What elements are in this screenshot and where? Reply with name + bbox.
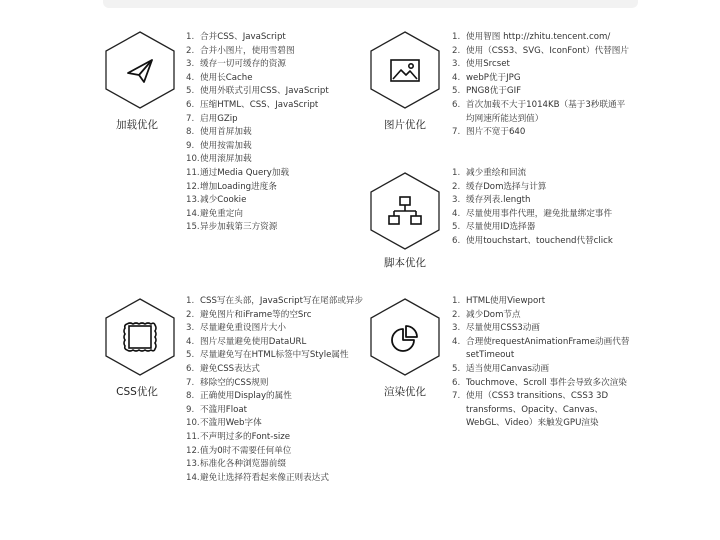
list-item-text: 移除空的CSS规则 [200, 377, 269, 388]
list-item-text: 首次加载不大于1014KB（基于3秒联通平均网速所能达到值） [466, 99, 626, 124]
list-item [186, 85, 361, 99]
list-item [186, 472, 366, 486]
list-item-text: 不声明过多的Font-size [200, 431, 291, 442]
list-item [186, 377, 366, 391]
list-item-number: 1. [452, 32, 461, 42]
list-item [452, 309, 632, 323]
list-item-number: 6. [452, 235, 461, 246]
load-list [186, 31, 361, 235]
list-item-number: 12. [186, 445, 200, 456]
list-item [186, 221, 361, 235]
list-item-text: 避免CSS表达式 [200, 363, 260, 374]
list-item-text: 适当使用Canvas动画 [466, 363, 550, 374]
list-item [452, 126, 632, 140]
list-item [186, 126, 361, 140]
render-title: 渲染优化 [384, 386, 426, 398]
list-item-text: 使用长Cache [200, 72, 253, 83]
list-item [452, 377, 632, 391]
list-item-number: 3. [452, 59, 461, 70]
list-item [452, 235, 632, 249]
image-hexagon [369, 30, 441, 110]
list-item-text: 图片尽量避免使用DataURL [200, 336, 307, 347]
list-item [186, 153, 361, 167]
list-item-number: 1. [186, 296, 195, 306]
list-item [186, 72, 361, 86]
list-item-number: 4. [186, 336, 195, 347]
load-hexagon [104, 30, 176, 110]
list-item [186, 309, 366, 323]
list-item [186, 194, 361, 208]
sitemap-icon [389, 197, 421, 224]
list-item-number: 1. [186, 32, 195, 42]
list-item [186, 140, 361, 154]
list-item-number: 11. [186, 431, 200, 442]
list-item-number: 5. [452, 222, 461, 233]
list-item-number: 6. [186, 363, 195, 374]
list-item [186, 349, 366, 363]
list-item-text: 异步加载第三方资源 [200, 222, 278, 233]
list-item-number: 13. [186, 195, 200, 206]
list-item-number: 9. [186, 404, 195, 415]
list-item [452, 58, 632, 72]
list-item-number: 5. [186, 350, 195, 361]
list-item-number: 7. [452, 391, 461, 402]
list-item [186, 99, 361, 113]
list-item-number: 2. [452, 309, 461, 320]
list-item-number: 7. [186, 377, 195, 388]
list-item [452, 181, 632, 195]
list-item-number: 5. [186, 86, 195, 97]
list-item-text: 图片不宽于640 [466, 127, 526, 138]
list-item-text: 使用（CSS3、SVG、IconFont）代替图片 [466, 45, 629, 56]
list-item-text: 使用（CSS3 transitions、CSS3 3D transforms、Opacity、Canvas、WebGL、Video）来触发GPU渲染 [466, 391, 609, 429]
list-item [186, 45, 361, 59]
list-item-number: 14. [186, 208, 200, 219]
list-item-text: 值为0时不需要任何单位 [200, 445, 292, 456]
list-item-number: 13. [186, 459, 200, 470]
image-list [452, 31, 632, 140]
list-item-number: 2. [186, 45, 195, 56]
list-item-number: 12. [186, 181, 200, 192]
script-hexagon [369, 171, 441, 251]
list-item-text: 使用外联式引用CSS、JavaScript [200, 86, 329, 97]
list-item [186, 363, 366, 377]
css-title: CSS优化 [116, 386, 158, 398]
stamp-frame-icon [124, 323, 156, 351]
list-item-number: 3. [186, 59, 195, 70]
list-item-text: 合理使requestAnimationFrame动画代替setTimeout [466, 336, 630, 361]
list-item-number: 3. [452, 195, 461, 206]
list-item [452, 336, 632, 363]
list-item-text: 启用GZip [200, 113, 238, 124]
list-item [452, 295, 632, 309]
list-item-text: 使用智图 http://zhitu.tencent.com/ [466, 32, 611, 42]
list-item-text: 尽量避免写在HTML标签中写Style属性 [200, 350, 349, 361]
list-item-number: 2. [452, 45, 461, 56]
list-item [186, 208, 361, 222]
list-item-text: 标准化各种浏览器前缀 [200, 459, 286, 470]
script-title: 脚本优化 [384, 257, 426, 269]
image-title: 图片优化 [384, 119, 426, 131]
list-item [186, 58, 361, 72]
list-item-text: 使用首屏加载 [200, 127, 252, 138]
list-item [186, 336, 366, 350]
list-item-text: 合并小图片，使用雪碧图 [200, 45, 295, 56]
list-item-text: 不滥用Float [200, 404, 248, 415]
list-item-number: 6. [452, 377, 461, 388]
list-item [452, 322, 632, 336]
script-list [452, 167, 632, 249]
list-item-text: 减少Dom节点 [466, 309, 521, 320]
list-item-text: 使用touchstart、touchend代替click [466, 235, 613, 246]
list-item-number: 14. [186, 472, 200, 483]
list-item [452, 31, 632, 45]
list-item-number: 10. [186, 418, 200, 429]
list-item-text: webP优于JPG [466, 72, 521, 83]
list-item-number: 8. [186, 127, 195, 138]
list-item [452, 72, 632, 86]
list-item-number: 15. [186, 222, 200, 233]
top-bar [103, 0, 638, 8]
list-item [186, 445, 366, 459]
list-item-text: 尽量避免重设图片大小 [200, 323, 286, 334]
list-item-number: 5. [452, 86, 461, 97]
list-item-text: 增加Loading进度条 [200, 181, 277, 192]
list-item-number: 9. [186, 140, 195, 151]
list-item-text: Touchmove、Scroll 事件会导致多次渲染 [466, 377, 627, 388]
list-item-text: 尽量使用CSS3动画 [466, 323, 540, 334]
list-item-number: 4. [452, 72, 461, 83]
list-item-text: HTML使用Viewport [466, 296, 546, 306]
list-item [186, 458, 366, 472]
list-item-number: 6. [186, 99, 195, 110]
paper-plane-icon [128, 60, 152, 82]
list-item-text: 避免重定向 [200, 208, 243, 219]
list-item-text: 缓存列表.length [466, 195, 531, 206]
list-item-text: 使用Srcset [466, 59, 510, 70]
list-item [452, 208, 632, 222]
list-item-number: 8. [186, 391, 195, 402]
list-item-text: 不滥用Web字体 [200, 418, 262, 429]
list-item-text: 减少Cookie [200, 195, 247, 206]
list-item [186, 390, 366, 404]
list-item-number: 4. [186, 72, 195, 83]
list-item [452, 390, 632, 431]
list-item-text: 压缩HTML、CSS、JavaScript [200, 99, 319, 110]
list-item-number: 7. [452, 127, 461, 138]
list-item [186, 431, 366, 445]
list-item-text: 尽量使用ID选择器 [466, 222, 536, 233]
list-item [452, 85, 632, 99]
list-item [186, 181, 361, 195]
css-hexagon [104, 297, 176, 377]
list-item-number: 4. [452, 208, 461, 219]
list-item-number: 3. [452, 323, 461, 334]
list-item-text: 缓存一切可缓存的资源 [200, 59, 286, 70]
list-item-number: 4. [452, 336, 461, 347]
list-item [186, 322, 366, 336]
list-item-text: PNG8优于GIF [466, 86, 522, 97]
list-item-text: 合并CSS、JavaScript [200, 32, 286, 42]
list-item [452, 99, 632, 126]
list-item [186, 295, 366, 309]
list-item-text: 通过Media Query加载 [200, 167, 290, 178]
render-list [452, 295, 632, 431]
list-item [452, 45, 632, 59]
list-item-number: 1. [452, 168, 461, 178]
picture-icon [391, 60, 419, 81]
list-item-text: 正确使用Display的属性 [200, 391, 292, 402]
list-item-text: CSS写在头部，JavaScript写在尾部或异步 [200, 296, 364, 306]
list-item-text: 缓存Dom选择与计算 [466, 181, 547, 192]
list-item [452, 221, 632, 235]
load-title: 加载优化 [116, 119, 158, 131]
list-item-number: 2. [186, 309, 195, 320]
list-item-number: 5. [452, 363, 461, 374]
list-item [186, 113, 361, 127]
list-item [186, 167, 361, 181]
list-item-number: 10. [186, 154, 200, 165]
list-item-text: 使用按需加载 [200, 140, 252, 151]
list-item-number: 2. [452, 181, 461, 192]
list-item [452, 167, 632, 181]
list-item-number: 11. [186, 167, 200, 178]
render-hexagon [369, 297, 441, 377]
pie-chart-icon [392, 326, 417, 351]
css-list [186, 295, 366, 485]
list-item-number: 3. [186, 323, 195, 334]
list-item [452, 194, 632, 208]
list-item-number: 6. [452, 99, 461, 110]
list-item-text: 使用滚屏加载 [200, 154, 252, 165]
list-item-text: 尽量使用事件代理，避免批量绑定事件 [466, 208, 613, 219]
list-item-text: 避免图片和iFrame等的空Src [200, 309, 312, 320]
list-item-number: 7. [186, 113, 195, 124]
list-item [452, 363, 632, 377]
list-item [186, 417, 366, 431]
list-item [186, 31, 361, 45]
list-item-text: 减少重绘和回流 [466, 168, 527, 178]
list-item-number: 1. [452, 296, 461, 306]
list-item [186, 404, 366, 418]
list-item-text: 避免让选择符看起来像正则表达式 [200, 472, 329, 483]
